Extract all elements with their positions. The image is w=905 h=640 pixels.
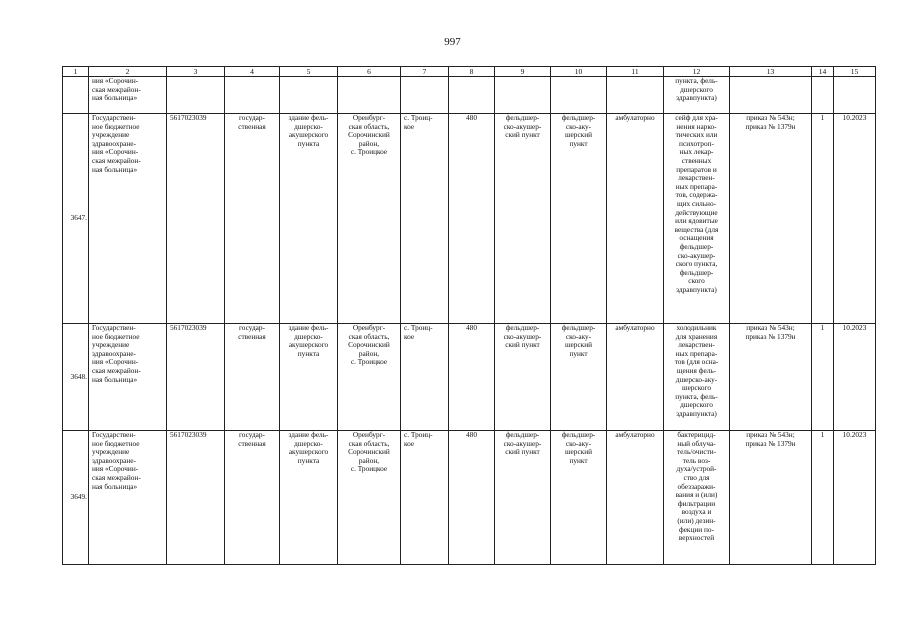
column-number: 5 (280, 67, 338, 77)
ownership-cell: государ- ственная (225, 324, 280, 431)
subdivision-cell: фельдшер- ско-аку- шерский пункт (551, 114, 607, 324)
org-name-cell: Государствен- ное бюджетное учреждение здравоохране- ния «Сорочин- ская межрайон- ная больница» (89, 431, 167, 565)
table-row (63, 114, 876, 324)
column-number: 3 (167, 67, 225, 77)
column-number: 13 (730, 67, 812, 77)
address-cell: Оренбург- ская область, Сорочинский район, с. Троицкое (338, 431, 401, 565)
register-table (62, 66, 876, 565)
settlement-cell: с. Троиц- кое (401, 431, 449, 565)
column-number: 6 (338, 67, 401, 77)
subdivision-cell: фельдшер- ско-аку- шерский пункт (551, 431, 607, 565)
care-form-cell: амбулаторно (607, 324, 664, 431)
date-cell: 10.2023 (834, 431, 876, 565)
row-number-cell: 3649. (63, 431, 89, 565)
care-form-cell: амбулаторно (607, 431, 664, 565)
column-number: 12 (664, 67, 730, 77)
empty-cell (495, 77, 551, 114)
column-number: 11 (607, 67, 664, 77)
column-number: 2 (89, 67, 167, 77)
empty-cell (730, 77, 812, 114)
order-cell: приказ № 543н; приказ № 1379н (730, 324, 812, 431)
continuation-row (63, 77, 876, 114)
row-number-cell: 3647. (63, 114, 89, 324)
building-cell: здание фель- дшерско- акушерского пункта (280, 431, 338, 565)
org-name-cell: ния «Сорочин- ская межрайон- ная больница» (89, 77, 167, 114)
table-row (63, 431, 876, 565)
empty-cell (167, 77, 225, 114)
inn-cell: 5617023039 (167, 431, 225, 565)
column-number: 10 (551, 67, 607, 77)
order-cell: приказ № 543н; приказ № 1379н (730, 431, 812, 565)
equipment-cell: холодильник для хранения лекарствен- ных препара- тов (для осна- щения фель- дшерско-аку- шерского пункта, фель- дшерского здравпункта) (664, 324, 730, 431)
table-row (63, 324, 876, 431)
building-cell: здание фель- дшерско- акушерского пункта (280, 324, 338, 431)
equipment-cell: сейф для хра- нения нарко- тических или психотроп- ных лекар- ственных препаратов и лекарствен- ных препара- тов, содержа- щих сильно- действующие или ядовитые вещества (для оснащения фельдшер- ско-акушер- ского пункта, фельдшер- ского здравпункта) (664, 114, 730, 324)
empty-cell (280, 77, 338, 114)
population-cell: 480 (449, 431, 495, 565)
inn-cell: 5617023039 (167, 114, 225, 324)
column-number: 7 (401, 67, 449, 77)
quantity-cell: 1 (812, 324, 834, 431)
column-number: 1 (63, 67, 89, 77)
column-number: 9 (495, 67, 551, 77)
empty-cell (401, 77, 449, 114)
population-cell: 480 (449, 324, 495, 431)
empty-cell (225, 77, 280, 114)
empty-cell (812, 77, 834, 114)
facility-type-cell: фельдшер- ско-акушер- ский пункт (495, 431, 551, 565)
order-cell: приказ № 543н; приказ № 1379н (730, 114, 812, 324)
column-number: 8 (449, 67, 495, 77)
empty-cell (338, 77, 401, 114)
address-cell: Оренбург- ская область, Сорочинский район, с. Троицкое (338, 324, 401, 431)
org-name-cell: Государствен- ное бюджетное учреждение здравоохране- ния «Сорочин- ская межрайон- ная больница» (89, 114, 167, 324)
empty-cell (551, 77, 607, 114)
org-name-cell: Государствен- ное бюджетное учреждение здравоохране- ния «Сорочин- ская межрайон- ная больница» (89, 324, 167, 431)
column-number-row (63, 67, 876, 77)
column-number: 15 (834, 67, 876, 77)
address-cell: Оренбург- ская область, Сорочинский район, с. Троицкое (338, 114, 401, 324)
population-cell: 480 (449, 114, 495, 324)
date-cell: 10.2023 (834, 114, 876, 324)
equipment-cell: пункта, фель- дшерского здравпункта) (664, 77, 730, 114)
facility-type-cell: фельдшер- ско-акушер- ский пункт (495, 324, 551, 431)
column-number: 4 (225, 67, 280, 77)
equipment-cell: бактерицид- ный облуча- тель/очисти- тель воз- духа/устрой- ство для обеззаражи- вания и (или) фильтрации воздуха и (или) дезин- фекции по- верхностей (664, 431, 730, 565)
row-number-cell: 3648. (63, 324, 89, 431)
empty-cell (607, 77, 664, 114)
column-number: 14 (812, 67, 834, 77)
ownership-cell: государ- ственная (225, 431, 280, 565)
settlement-cell: с. Троиц- кое (401, 324, 449, 431)
empty-cell (834, 77, 876, 114)
building-cell: здание фель- дшерско- акушерского пункта (280, 114, 338, 324)
subdivision-cell: фельдшер- ско-аку- шерский пункт (551, 324, 607, 431)
settlement-cell: с. Троиц- кое (401, 114, 449, 324)
care-form-cell: амбулаторно (607, 114, 664, 324)
empty-cell (63, 77, 89, 114)
empty-cell (449, 77, 495, 114)
date-cell: 10.2023 (834, 324, 876, 431)
ownership-cell: государ- ственная (225, 114, 280, 324)
quantity-cell: 1 (812, 114, 834, 324)
quantity-cell: 1 (812, 431, 834, 565)
facility-type-cell: фельдшер- ско-акушер- ский пункт (495, 114, 551, 324)
inn-cell: 5617023039 (167, 324, 225, 431)
page-number: 997 (444, 36, 461, 48)
